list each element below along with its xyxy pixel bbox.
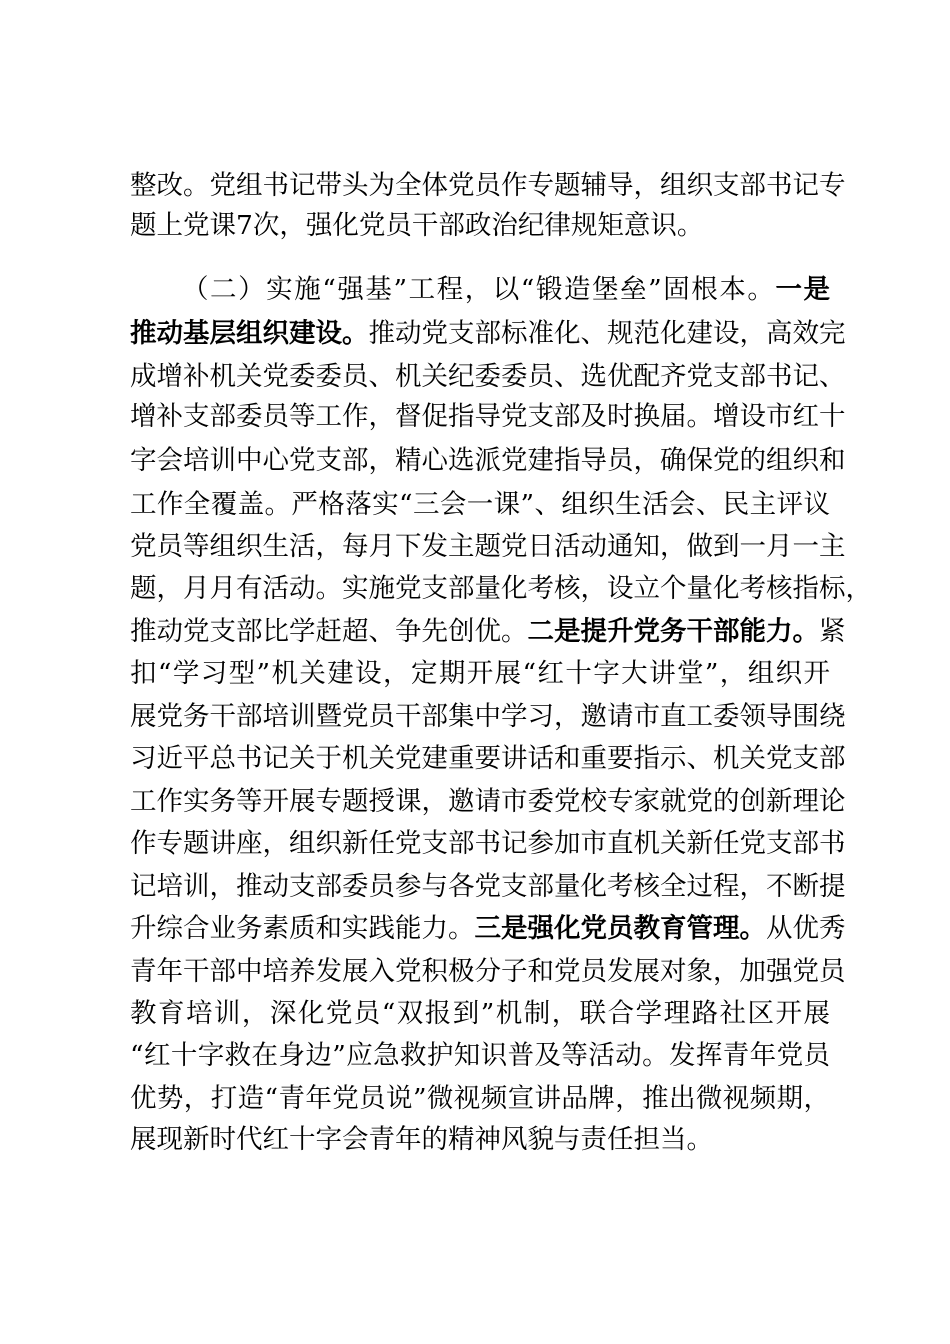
text-line <box>130 166 846 206</box>
text-line <box>130 441 846 481</box>
text-line <box>182 270 830 310</box>
body-text-segment: 优势，打造“青年党员说”微视频宣讲品牌，推出微视频期， <box>130 1083 830 1114</box>
body-text-segment: 扣“学习型”机关建设，定期开展“红十字大讲堂”，组织开 <box>130 658 830 689</box>
body-text-segment: 工作全覆盖。严格落实“三会一课”、组织生活会、民主评议 <box>130 489 830 520</box>
body-text-segment: 作专题讲座，组织新任党支部书记参加市直机关新任党支部书 <box>130 828 846 859</box>
text-line <box>130 569 872 609</box>
bold-heading-text: 三是强化党员教育管理。 <box>474 913 766 944</box>
text-line <box>130 654 830 694</box>
body-text-segment: （二）实施“强基”工程，以“锻造堡垒”固根本。 <box>182 274 776 305</box>
body-text-segment: 增补支部委员等工作，督促指导党支部及时换届。增设市红十 <box>130 401 846 432</box>
text-line <box>130 612 846 652</box>
body-text-segment: 推动党支部比学赶超、争先创优。 <box>130 616 528 647</box>
body-text-segment: 推动党支部标准化、规范化建设，高效完 <box>368 318 846 349</box>
text-line <box>130 1079 830 1119</box>
text-line <box>130 824 846 864</box>
text-line <box>130 206 830 246</box>
text-line <box>130 867 846 907</box>
body-text-segment: 展党务干部培训暨党员干部集中学习，邀请市直工委领导围绕 <box>130 701 846 732</box>
text-line <box>130 697 846 737</box>
body-text-segment: 紧 <box>819 616 846 647</box>
body-text-segment: 题上党课7次，强化党员干部政治纪律规矩意识。 <box>130 210 704 241</box>
body-text-segment: 成增补机关党委委员、机关纪委委员、选优配齐党支部书记、 <box>130 361 846 392</box>
body-text-segment: 字会培训中心党支部，精心选派党建指导员，确保党的组织和 <box>130 445 846 476</box>
text-line <box>130 485 830 525</box>
body-text-segment: 工作实务等开展专题授课，邀请市委党校专家就党的创新理论 <box>130 786 846 817</box>
text-line <box>130 357 846 397</box>
text-line <box>130 397 846 437</box>
body-text-segment: 展现新时代红十字会青年的精神风貌与责任担当。 <box>130 1124 713 1155</box>
body-text-segment: 记培训，推动支部委员参与各党支部量化考核全过程，不断提 <box>130 871 846 902</box>
text-line <box>130 909 846 949</box>
body-text-segment: “红十字救在身边”应急救护知识普及等活动。发挥青年党员 <box>130 1040 830 1071</box>
text-line <box>130 739 846 779</box>
text-line <box>130 314 846 354</box>
body-text-segment: 青年干部中培养发展入党积极分子和党员发展对象，加强党员 <box>130 956 846 987</box>
text-line <box>130 782 846 822</box>
text-line <box>130 1036 830 1076</box>
body-text-segment: 习近平总书记关于机关党建重要讲话和重要指示、机关党支部 <box>130 743 846 774</box>
text-line <box>130 527 846 567</box>
text-line <box>130 1120 830 1160</box>
bold-heading-text: 推动基层组织建设。 <box>130 318 369 349</box>
body-text-segment: 教育培训，深化党员“双报到”机制，联合学理路社区开展 <box>130 998 830 1029</box>
body-text-segment: 党员等组织生活，每月下发主题党日活动通知，做到一月一主 <box>130 531 846 562</box>
text-line <box>130 994 830 1034</box>
text-line <box>130 952 846 992</box>
body-text-segment: 从优秀 <box>766 913 846 944</box>
body-text-segment: 整改。党组书记带头为全体党员作专题辅导，组织支部书记专 <box>130 170 846 201</box>
body-text-segment: 题，月月有活动。实施党支部量化考核，设立个量化考核指标， <box>130 573 872 604</box>
bold-heading-text: 一是 <box>775 274 830 305</box>
body-text-segment: 升综合业务素质和实践能力。 <box>130 913 475 944</box>
bold-heading-text: 二是提升党务干部能力。 <box>527 616 819 647</box>
